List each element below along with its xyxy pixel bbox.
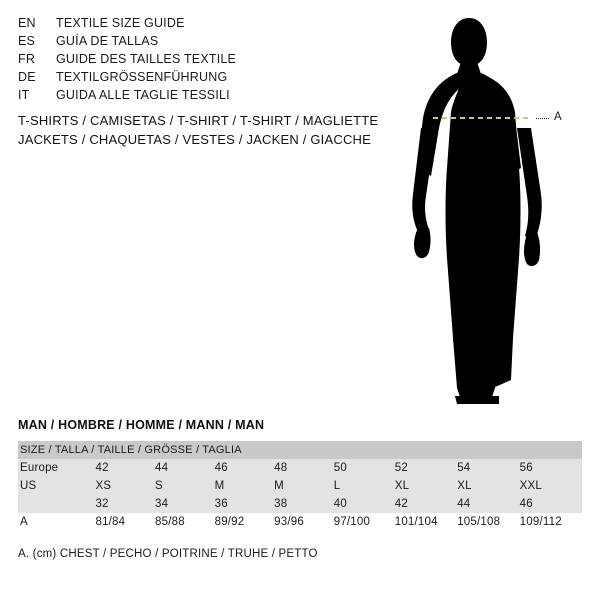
language-code: ES (18, 34, 36, 48)
male-silhouette-icon (395, 8, 600, 408)
cell: 46 (215, 459, 275, 477)
language-text: TEXTILGRÖSSENFÜHRUNG (56, 70, 228, 84)
cell: XS (95, 477, 155, 495)
language-text: GUIDE DES TAILLES TEXTILE (56, 52, 237, 66)
language-text: GUÍA DE TALLAS (56, 34, 159, 48)
cell: 32 (95, 495, 155, 513)
language-code: FR (18, 52, 36, 66)
table-row (18, 477, 582, 495)
cell: 81/84 (95, 513, 155, 531)
cell: 46 (520, 495, 582, 513)
cell: 54 (457, 459, 519, 477)
size-table (18, 441, 582, 531)
table-header-row (18, 441, 582, 459)
measure-label-a: A (554, 111, 562, 123)
cell: XXL (520, 477, 582, 495)
cell: 93/96 (274, 513, 334, 531)
cell: 44 (155, 459, 215, 477)
language-code: DE (18, 70, 36, 84)
cell: L (334, 477, 395, 495)
language-row (18, 88, 398, 106)
cell: M (274, 477, 334, 495)
cell: 40 (334, 495, 395, 513)
table-title: MAN / HOMBRE / HOMME / MANN / MAN (18, 418, 265, 432)
male-figure-illustration (395, 8, 600, 408)
language-text: GUIDA ALLE TAGLIE TESSILI (56, 88, 230, 102)
table-row (18, 459, 582, 477)
cell: 101/104 (395, 513, 457, 531)
footnote: A. (cm) CHEST / PECHO / POITRINE / TRUHE / PETTO (18, 548, 318, 560)
language-row (18, 52, 398, 70)
cell: 48 (274, 459, 334, 477)
cell: 97/100 (334, 513, 395, 531)
language-code: EN (18, 16, 36, 30)
row-label (18, 495, 95, 513)
cell: 44 (457, 495, 519, 513)
cell: 89/92 (215, 513, 275, 531)
cell: 36 (215, 495, 275, 513)
table-header-label: SIZE / TALLA / TAILLE / GRÖSSE / TAGLIA (18, 441, 582, 459)
garment-category-list (18, 111, 438, 149)
language-row (18, 16, 398, 34)
row-label: A (18, 513, 95, 531)
table-row (18, 495, 582, 513)
category-line-tshirts: T-SHIRTS / CAMISETAS / T-SHIRT / T-SHIRT / MAGLIETTE (18, 113, 379, 128)
measure-leader-line (536, 118, 549, 120)
language-list (18, 16, 398, 106)
cell: 105/108 (457, 513, 519, 531)
cell: 56 (520, 459, 582, 477)
cell: 38 (274, 495, 334, 513)
row-label: US (18, 477, 95, 495)
table-row (18, 513, 582, 531)
cell: 42 (95, 459, 155, 477)
language-row (18, 34, 398, 52)
category-line-jackets: JACKETS / CHAQUETAS / VESTES / JACKEN / GIACCHE (18, 132, 372, 147)
cell: 52 (395, 459, 457, 477)
language-text: TEXTILE SIZE GUIDE (56, 16, 185, 30)
language-code: IT (18, 88, 30, 102)
cell: 109/112 (520, 513, 582, 531)
cell: 85/88 (155, 513, 215, 531)
cell: 34 (155, 495, 215, 513)
cell: XL (395, 477, 457, 495)
cell: M (215, 477, 275, 495)
cell: XL (457, 477, 519, 495)
language-row (18, 70, 398, 88)
cell: S (155, 477, 215, 495)
cell: 42 (395, 495, 457, 513)
cell: 50 (334, 459, 395, 477)
row-label: Europe (18, 459, 95, 477)
